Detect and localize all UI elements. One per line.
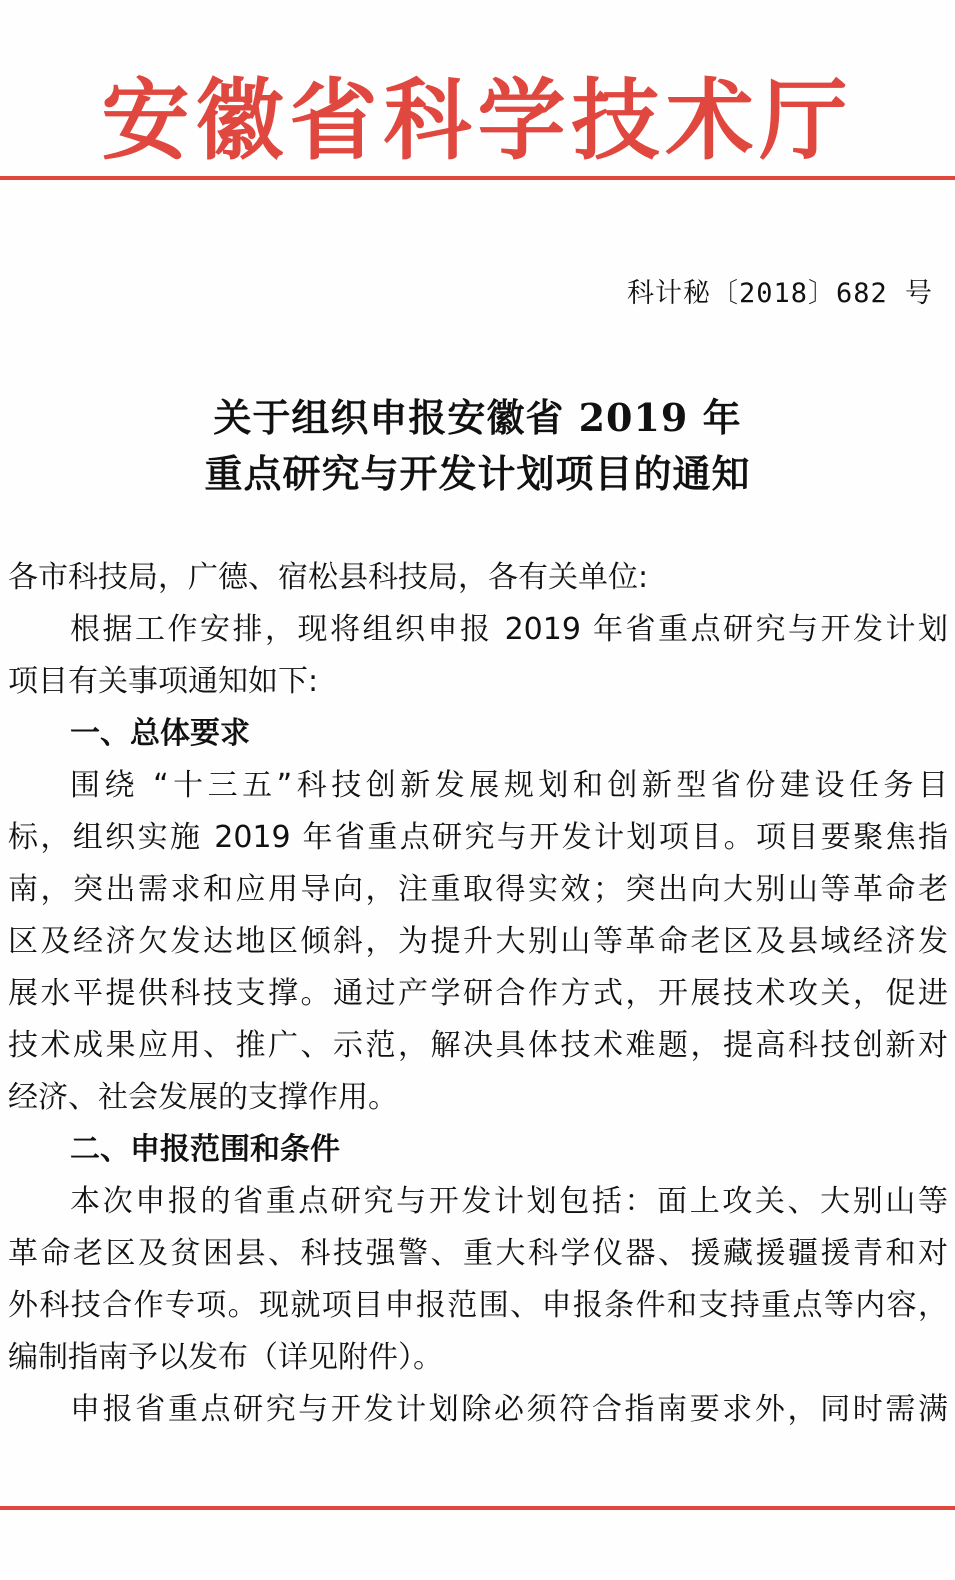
document-number: 科计秘〔2018〕682 号 (626, 278, 933, 309)
letterhead-org-name: 安徽省科学技术厅 (101, 68, 854, 172)
salutation: 各市科技局，广德、宿松县科技局，各有关单位: (8, 560, 649, 595)
body-line: 申报省重点研究与开发计划除必须符合指南要求外，同时需满 (70, 1392, 948, 1427)
section-heading-general-requirements: 一、总体要求 (70, 716, 250, 751)
body-line: 区及经济欠发达地区倾斜，为提升大别山等革命老区及县域经济发 (8, 924, 948, 959)
body-line: 外科技合作专项。现就项目申报范围、申报条件和支持重点等内容， (8, 1288, 948, 1323)
body-line: 展水平提供科技支撑。通过产学研合作方式，开展技术攻关，促进 (8, 976, 948, 1011)
body-line: 标，组织实施 2019 年省重点研究与开发计划项目。项目要聚焦指 (8, 820, 948, 855)
body-line: 编制指南予以发布（详见附件）。 (8, 1340, 443, 1375)
document-title-line-1: 关于组织申报安徽省 2019 年 (213, 395, 742, 440)
body-line: 南，突出需求和应用导向，注重取得实效；突出向大别山等革命老 (8, 872, 948, 907)
document-title-line-2: 重点研究与开发计划项目的通知 (204, 451, 751, 496)
body-line: 根据工作安排，现将组织申报 2019 年省重点研究与开发计划 (70, 612, 948, 647)
body-line: 项目有关事项通知如下: (8, 664, 319, 699)
section-heading-scope-and-conditions: 二、申报范围和条件 (70, 1132, 340, 1167)
body-line: 围绕 “十三五”科技创新发展规划和创新型省份建设任务目 (70, 768, 948, 803)
body-line: 本次申报的省重点研究与开发计划包括：面上攻关、大别山等 (70, 1184, 948, 1219)
body-line: 技术成果应用、推广、示范，解决具体技术难题，提高科技创新对 (8, 1028, 948, 1063)
footer-red-rule (0, 1506, 955, 1510)
letterhead-red-rule (0, 176, 955, 180)
body-line: 革命老区及贫困县、科技强警、重大科学仪器、援藏援疆援青和对 (8, 1236, 948, 1271)
body-line: 经济、社会发展的支撑作用。 (8, 1080, 398, 1115)
